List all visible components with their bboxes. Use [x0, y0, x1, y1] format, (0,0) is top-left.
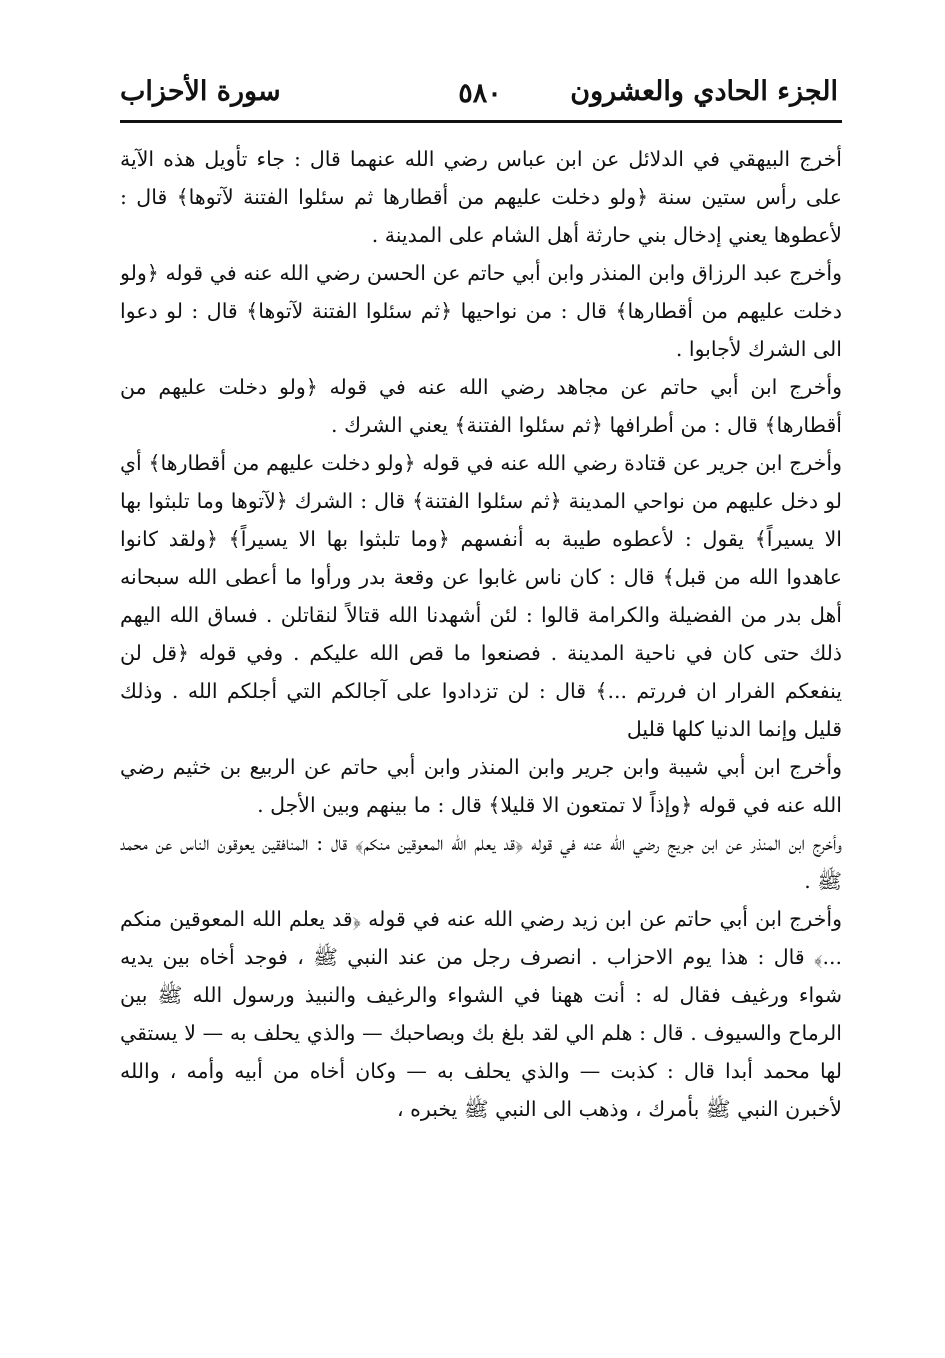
- paragraph: وأخرج ابن جرير عن قتادة رضي الله عنه في قوله ﴿ولو دخلت عليهم من أقطارها﴾ أي لو دخل عليهم من نواحي المدينة ﴿ثم سئلوا الفتنة﴾ قال : الشرك ﴿لآتوها وما تلبثوا بها الا يسيراً﴾ يقول : لأعطوه طيبة به أنفسهم ﴿وما تلبثوا بها الا يسيراً﴾ ﴿ولقد كانوا عاهدوا الله من قبل﴾ قال : كان ناس غابوا عن وقعة بدر ورأوا ما أعطى الله سبحانه أهل بدر من الفضيلة والكرامة قالوا : لئن أشهدنا الله قتالاً لنقاتلن . فساق الله اليهم ذلك حتى كان في ناحية المدينة . فصنعوا ما قص الله عليكم . وفي قوله ﴿قل لن ينفعكم الفرار ان فررتم ...﴾ قال : لن تزدادوا على آجالكم التي أجلكم الله . وذلك قليل وإنما الدنيا كلها قليل: [120, 451, 842, 741]
- paragraph: وأخرج ابن أبي حاتم عن مجاهد رضي الله عنه في قوله ﴿ولو دخلت عليهم من أقطارها﴾ قال : من أطرافها ﴿ثم سئلوا الفتنة﴾ يعني الشرك .: [120, 375, 842, 437]
- surah-title: سورة الأحزاب: [120, 76, 281, 107]
- header-rule: [120, 120, 842, 123]
- page-header: [120, 68, 838, 118]
- paragraph: وأخرج ابن أبي شيبة وابن جرير وابن المنذر وابن أبي حاتم عن الربيع بن خثيم رضي الله عنه في قوله ﴿وإذاً لا تمتعون الا قليلا﴾ قال : ما بينهم وبين الأجل .: [120, 755, 842, 817]
- paragraph: وأخرج ابن أبي حاتم عن ابن زيد رضي الله عنه في قوله ﴿قد يعلم الله المعوقين منكم ...﴾ قال : هذا يوم الاحزاب . انصرف رجل من عند النبي ﷺ ، فوجد أخاه بين يديه شواء ورغيف فقال له : أنت ههنا في الشواء والرغيف والنبيذ ورسول الله ﷺ بين الرماح والسيوف . قال : هلم الي لقد بلغ بك وبصاحبك — والذي يحلف به — لا يستقي لها محمد أبدا قال : كذبت — والذي يحلف به — وكان أخاه من أبيه وأمه ، والله لأخبرن النبي ﷺ بأمرك ، وذهب الى النبي ﷺ يخبره ،: [120, 907, 842, 1121]
- paragraph: وأخرج عبد الرزاق وابن المنذر وابن أبي حاتم عن الحسن رضي الله عنه في قوله ﴿ولو دخلت عليهم من أقطارها﴾ قال : من نواحيها ﴿ثم سئلوا الفتنة لآتوها﴾ قال : لو دعوا الى الشرك لأجابوا .: [120, 261, 842, 361]
- part-title: الجزء الحادي والعشرون: [570, 76, 838, 107]
- main-text: [120, 140, 842, 1270]
- page-number: ٥٨٠: [458, 78, 502, 109]
- paragraph: وأخرج ابن المنذر عن ابن جريج رضي الله عنه في قوله ﴿قد يعلم الله المعوقين منكم﴾ قال : المنافقين يعوقون الناس عن محمد ﷺ .: [120, 831, 842, 893]
- paragraph: أخرج البيهقي في الدلائل عن ابن عباس رضي الله عنهما قال : جاء تأويل هذه الآية على رأس ستين سنة ﴿ولو دخلت عليهم من أقطارها ثم سئلوا الفتنة لآتوها﴾ قال : لأعطوها يعني إدخال بني حارثة أهل الشام على المدينة .: [120, 147, 842, 247]
